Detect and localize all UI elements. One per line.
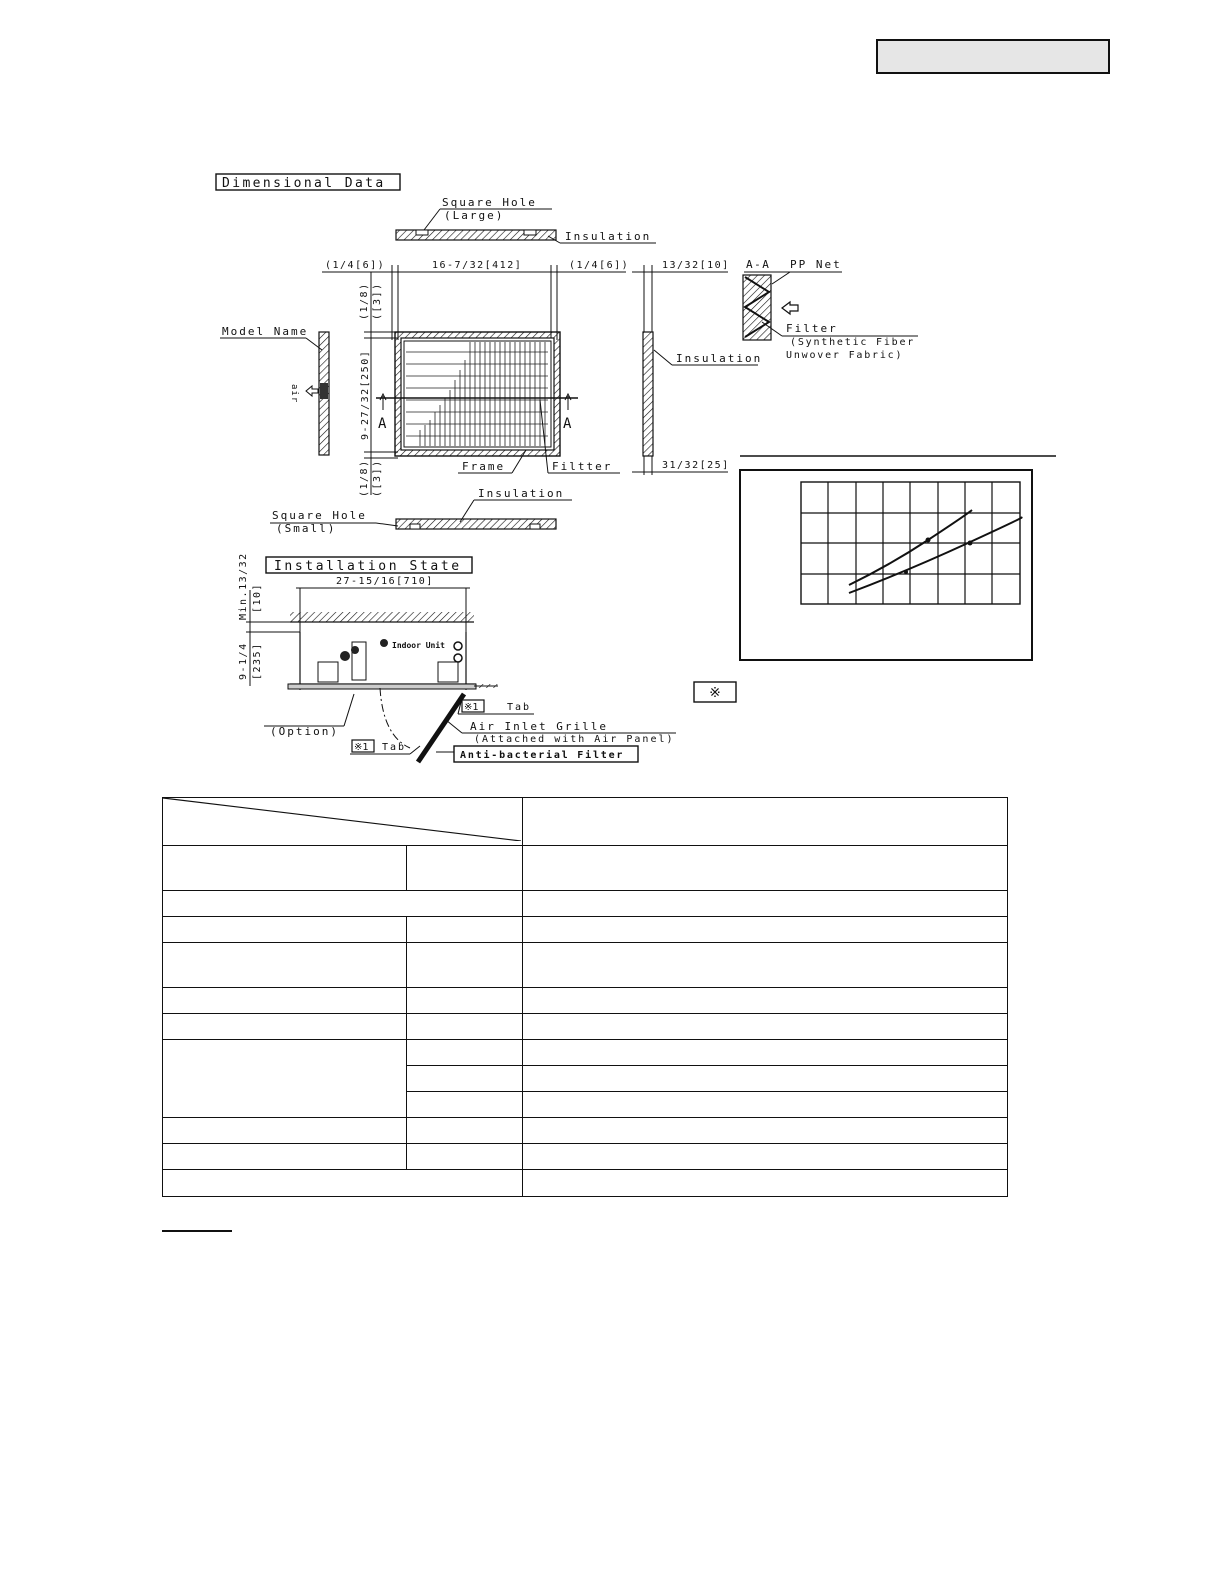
table-cell (163, 1040, 407, 1118)
table-row (163, 917, 1008, 943)
section-aa (743, 258, 918, 361)
table-row (163, 988, 1008, 1014)
section-aa-label: A-A (746, 258, 771, 271)
option-label: (Option) (270, 725, 339, 738)
table-cell (523, 1014, 1008, 1040)
note-underline (162, 1230, 232, 1232)
filter-label: Filter (786, 322, 838, 335)
table-cell (523, 1092, 1008, 1118)
table-cell (523, 891, 1008, 917)
tab-label-1: Tab (507, 702, 532, 713)
model-name-label: Model Name (222, 325, 309, 338)
table-cell (407, 1092, 523, 1118)
table-cell (407, 1014, 523, 1040)
table-cell (523, 943, 1008, 988)
pp-net-label: PP Net (790, 258, 842, 271)
pressure-graph (694, 456, 1056, 702)
table-cell (407, 846, 523, 891)
dimensional-data-title (216, 174, 400, 191)
bottom-gap-mm-dim: ([3]) (372, 459, 383, 497)
table-cell (163, 1118, 407, 1144)
table-cell (407, 1118, 523, 1144)
air-inlet-grille-label: Air Inlet Grille (470, 720, 608, 733)
table-cell (407, 1066, 523, 1092)
tab-mark-2: ※1 (354, 742, 369, 753)
right-gap-dim: (1/4[6]) (569, 260, 630, 271)
table-cell (523, 798, 1008, 846)
filter-material-1: (Synthetic Fiber (790, 337, 916, 348)
width-dim: 16-7/32[412] (432, 260, 523, 271)
table-cell (407, 943, 523, 988)
top-gap-mm-dim: ([3]) (372, 282, 383, 320)
table-row (163, 1040, 1008, 1066)
table-cell (523, 846, 1008, 891)
anti-bacterial-label: Anti-bacterial Filter (460, 750, 625, 761)
filtter-label: Filtter (552, 460, 613, 473)
table-cell (523, 1066, 1008, 1092)
table-row (163, 1144, 1008, 1170)
min-clear-dim: Min.13/32 (238, 552, 249, 620)
table-row (163, 1014, 1008, 1040)
bottom-gap-dim: (1/8) (359, 459, 370, 497)
table-cell (407, 988, 523, 1014)
table-cell (163, 1014, 407, 1040)
table-row (163, 1118, 1008, 1144)
table-cell (163, 1144, 407, 1170)
table-cell (407, 917, 523, 943)
graph-grid-lines (801, 482, 1020, 604)
small-label: (Small) (276, 522, 337, 535)
corner-diagonal (163, 798, 521, 841)
top-gap-dim: (1/8) (359, 282, 370, 320)
table-cell (523, 1118, 1008, 1144)
table-row (163, 943, 1008, 988)
min-clear-mm-dim: [10] (252, 582, 263, 613)
graph-point-3 (904, 570, 908, 574)
table-cell (163, 891, 523, 917)
unit-height-dim: 9-1/4 (238, 642, 249, 680)
thickness-dim: 13/32[10] (662, 260, 730, 271)
table-cell (523, 917, 1008, 943)
insulation-side-label: Insulation (676, 352, 763, 365)
top-view-large-hole (396, 196, 656, 243)
table-cell (523, 1040, 1008, 1066)
table-row (163, 891, 1008, 917)
table-cell (523, 988, 1008, 1014)
table-row (163, 1170, 1008, 1197)
square-hole-small-label: Square Hole (272, 509, 367, 522)
ref-mark: ※ (709, 685, 721, 701)
left-gap-dim: (1/4[6]) (325, 260, 386, 271)
section-a-left: A (378, 416, 387, 432)
table-corner-cell (163, 798, 523, 846)
installation-state (238, 552, 676, 764)
dimensional-data-title-text: Dimensional Data (222, 176, 386, 191)
section-a-right: A (563, 416, 572, 432)
tab-mark-1: ※1 (464, 702, 479, 713)
table-cell (523, 1170, 1008, 1197)
tab-label-2: Tab (382, 742, 407, 753)
table-cell (163, 943, 407, 988)
graph-point-1 (926, 538, 931, 543)
dimensional-drawing (0, 0, 1224, 790)
attached-label: (Attached with Air Panel) (474, 734, 675, 745)
frame-label: Frame (462, 460, 506, 473)
height-dim: 9-27/32[250] (360, 349, 371, 440)
table-cell (523, 1144, 1008, 1170)
table-cell (407, 1040, 523, 1066)
graph-point-2 (968, 541, 973, 546)
insulation-bottom-label: Insulation (478, 487, 565, 500)
table-row (163, 846, 1008, 891)
spec-table (162, 797, 1008, 1197)
model-name-side (220, 325, 329, 455)
table-cell (163, 846, 407, 891)
square-hole-label: Square Hole (442, 196, 537, 209)
unit-height-mm-dim: [235] (252, 642, 263, 680)
bottom-view-small-hole (270, 487, 572, 535)
table-cell (407, 1144, 523, 1170)
table-cell (163, 988, 407, 1014)
air-label: air (289, 384, 299, 404)
installation-title: Installation State (274, 559, 462, 574)
table-row (163, 798, 1008, 846)
indoor-unit-label: Indoor Unit (392, 641, 445, 650)
table-cell (163, 1170, 523, 1197)
large-label: (Large) (444, 209, 505, 222)
install-width-dim: 27-15/16[710] (336, 576, 434, 587)
table-cell (163, 917, 407, 943)
insulation-top-label: Insulation (565, 230, 652, 243)
frame-depth-dim: 31/32[25] (662, 460, 730, 471)
filter-material-2: Unwover Fabric) (786, 350, 904, 361)
graph-curve-lower (849, 518, 1022, 593)
filter-front-view (376, 332, 620, 473)
